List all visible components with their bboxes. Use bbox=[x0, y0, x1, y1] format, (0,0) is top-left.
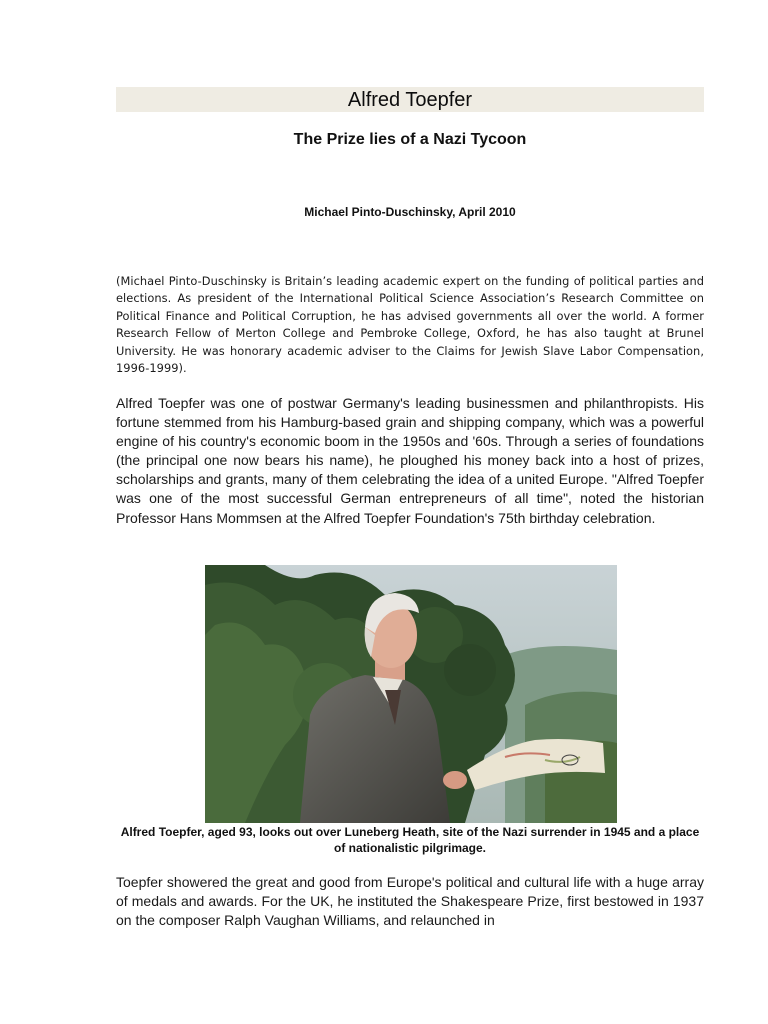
author-bio: (Michael Pinto-Duschinsky is Britain’s leading academic expert on the funding of political parties and elections. As president of the International Political Science Association’s Research Committee on Political Finance and Political Corruption, he has advised governments all over the world. A former Research Fellow of Merton College and Pembroke College, Oxford, he has also taught at Brunel University. He was honorary academic adviser to the Claims for Jewish Slave Labor Compensation, 1996-1999). bbox=[116, 274, 704, 376]
article-title: Alfred Toepfer bbox=[347, 89, 473, 111]
author-byline: Michael Pinto-Duschinsky, April 2010 bbox=[304, 205, 516, 219]
photo-caption: Alfred Toepfer, aged 93, looks out over Luneberg Heath, site of the Nazi surrender in 1945 and a place of nationalistic pilgrimage. bbox=[120, 825, 700, 855]
article-subtitle: The Prize lies of a Nazi Tycoon bbox=[293, 131, 527, 148]
body-paragraph-2: Toepfer showered the great and good from Europe's political and cultural life with a huge array of medals and awards. For the UK, he instituted the Shakespeare Prize, first bestowed in 1937 on the composer Ralph Vaughan Williams, and relaunched in bbox=[116, 874, 704, 929]
toepfer-photo bbox=[205, 565, 617, 823]
body-paragraph-1: Alfred Toepfer was one of postwar Germany's leading businessmen and philanthropists. His fortune stemmed from his Hamburg-based grain and shipping company, which was a powerful engine of his country's economic boom in the 1950s and '60s. Through a series of foundations (the principal one now bears his name), he ploughed his money back into a host of prizes, scholarships and grants, many of them celebrating the idea of a united Europe. "Alfred Toepfer was one of the most successful German entrepreneurs of all time", noted the historian Professor Hans Mommsen at the Alfred Toepfer Foundation's 75th birthday celebration. bbox=[116, 395, 704, 526]
